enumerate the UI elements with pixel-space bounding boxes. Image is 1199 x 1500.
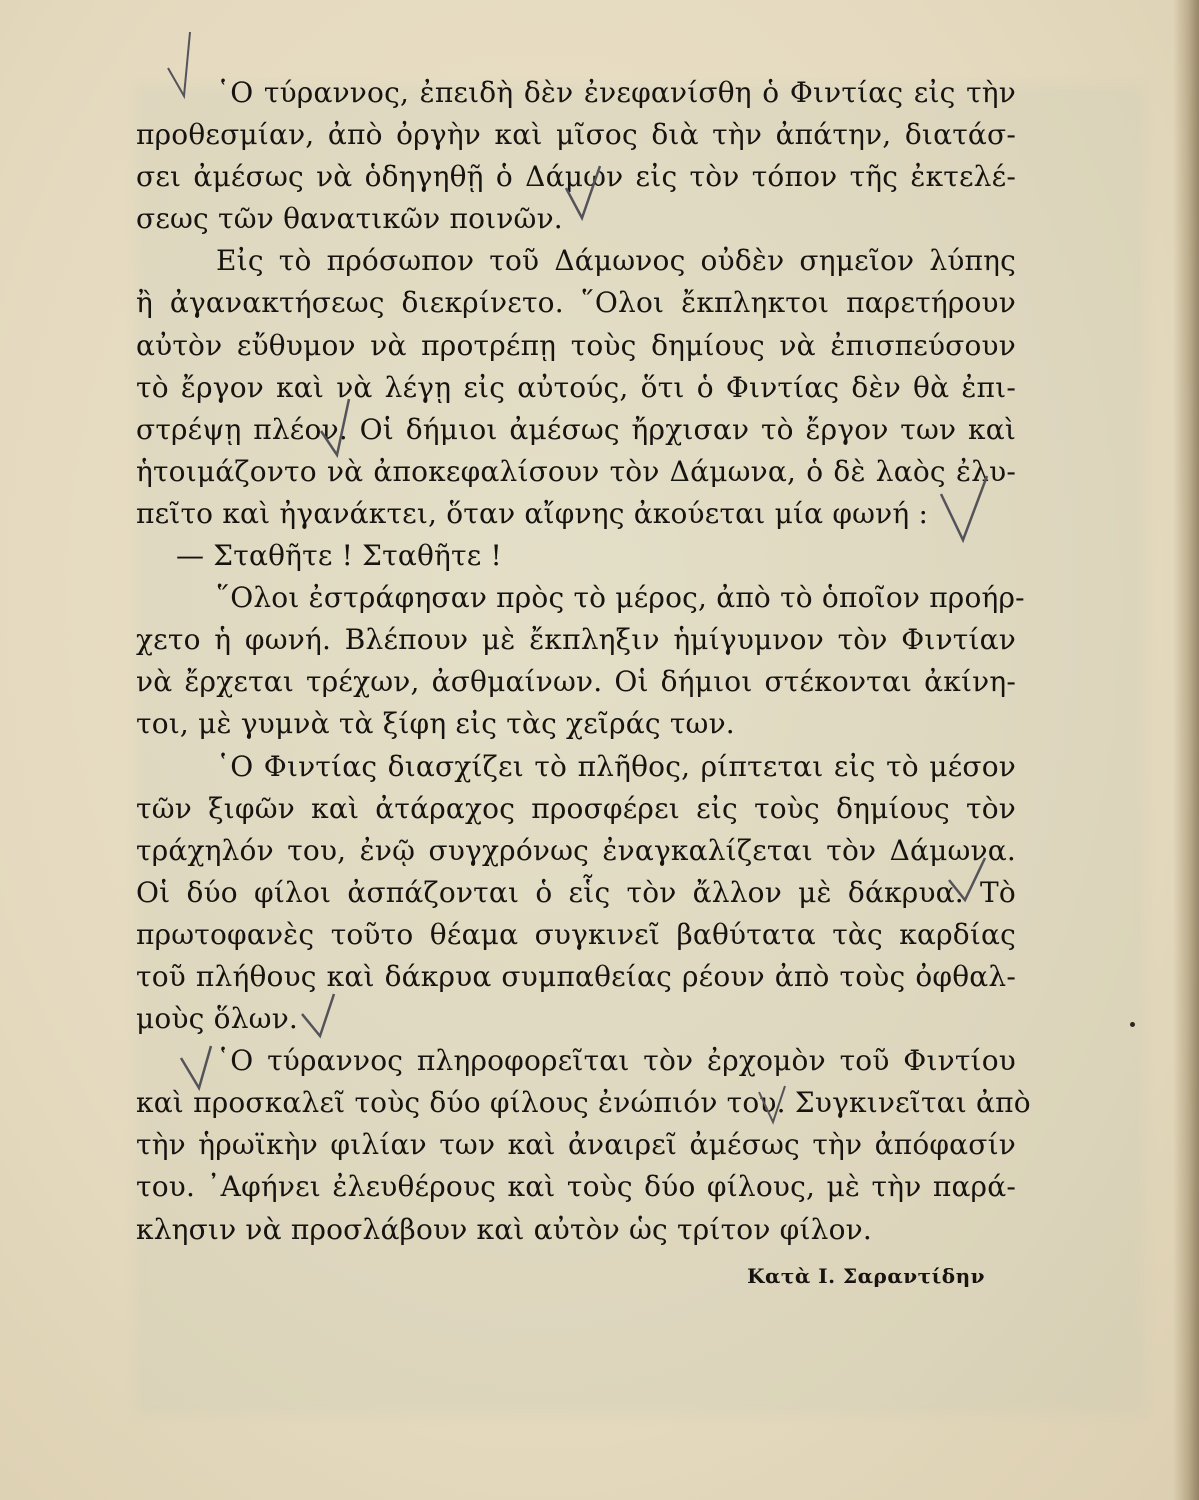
text-line: σεως τῶν θανατικῶν ποινῶν. <box>136 202 563 236</box>
text-line: πεῖτο καὶ ἠγανάκτει, ὅταν αἴφνης ἀκούεται μία φωνή : <box>136 496 929 530</box>
page-speck <box>1130 1022 1135 1027</box>
paragraph-4 <box>136 577 1025 745</box>
text-line: τὸ ἔργον καὶ νὰ λέγῃ εἰς αὐτούς, ὅτι ὁ Φιντίας δὲν θὰ ἐπι- <box>136 370 1016 404</box>
text-line: τὴν ἡρωϊκὴν φιλίαν των καὶ ἀναιρεῖ ἀμέσως τὴν ἀπόφασίν <box>136 1128 1016 1162</box>
text-line: τοι, μὲ γυμνὰ τὰ ξίφη εἰς τὰς χεῖράς των. <box>136 707 735 741</box>
text-line: τράχηλόν του, ἐνῷ συγχρόνως ἐναγκαλίζεται τὸν Δάμωνα. <box>136 833 1016 867</box>
text-line: τοῦ πλήθους καὶ δάκρυα συμπαθείας ρέουν ἀπὸ τοὺς ὀφθαλ- <box>136 959 1016 993</box>
text-line: σει ἀμέσως νὰ ὁδηγηθῇ ὁ Δάμων εἰς τὸν τόπον τῆς ἐκτελέ- <box>136 160 1016 194</box>
paragraph-6 <box>136 1040 1031 1250</box>
text-line: ῾Ο τύραννος πληροφορεῖται τὸν ἐρχομὸν τοῦ Φιντίου <box>216 1044 1016 1078</box>
text-line: χετο ἡ φωνή. Βλέπουν μὲ ἔκπληξιν ἡμίγυμνον τὸν Φιντίαν <box>136 623 1016 657</box>
text-line: στρέψῃ πλέον. Οἱ δήμιοι ἀμέσως ἤρχισαν τὸ ἔργον των καὶ <box>136 412 1016 446</box>
text-line: Οἱ δύο φίλοι ἀσπάζονται ὁ εἷς τὸν ἄλλον μὲ δάκρυα. Τὸ <box>136 875 1016 909</box>
text-line: Εἰς τὸ πρόσωπον τοῦ Δάμωνος οὐδὲν σημεῖον λύπης <box>216 244 1016 278</box>
text-line: πρωτοφανὲς τοῦτο θέαμα συγκινεῖ βαθύτατα τὰς καρδίας <box>136 917 1016 951</box>
text-line: τῶν ξιφῶν καὶ ἀτάραχος προσφέρει εἰς τοὺς δημίους τὸν <box>136 791 1016 825</box>
text-line: αὐτὸν εὔθυμον νὰ προτρέπῃ τοὺς δημίους νὰ ἐπισπεύσουν <box>136 328 1016 362</box>
text-line: μοὺς ὅλων. <box>136 1002 299 1036</box>
text-line: ῾Ο Φιντίας διασχίζει τὸ πλῆθος, ρίπτεται εἰς τὸ μέσον <box>216 749 1016 783</box>
paragraph-1 <box>136 72 1016 240</box>
text-line: προθεσμίαν, ἀπὸ ὀργὴν καὶ μῖσος διὰ τὴν ἀπάτην, διατάσ- <box>136 118 1016 152</box>
text-line: — Σταθῆτε ! Σταθῆτε ! <box>176 539 502 573</box>
page-edge-shadow <box>1173 0 1199 1500</box>
attribution: Κατὰ Ι. Σαραντίδην <box>747 1264 985 1288</box>
paragraph-3 <box>136 535 1016 577</box>
text-line: κλησιν νὰ προσλάβουν καὶ αὐτὸν ὡς τρίτον φίλον. <box>136 1212 872 1246</box>
text-line: καὶ προσκαλεῖ τοὺς δύο φίλους ἐνώπιόν του. Συγκινεῖται ἀπὸ <box>136 1086 1031 1120</box>
body-text <box>136 72 1031 1251</box>
text-line: νὰ ἔρχεται τρέχων, ἀσθμαίνων. Οἱ δήμιοι στέκονται ἀκίνη- <box>136 665 1016 699</box>
text-line: ῞Ολοι ἐστράφησαν πρὸς τὸ μέρος, ἀπὸ τὸ ὁποῖον προήρ- <box>216 581 1025 615</box>
paragraph-5 <box>136 746 1016 1041</box>
text-line: ἢ ἀγανακτήσεως διεκρίνετο. ῞Ολοι ἔκπληκτοι παρετήρουν <box>136 286 1016 320</box>
text-line: ῾Ο τύραννος, ἐπειδὴ δὲν ἐνεφανίσθη ὁ Φιντίας εἰς τὴν <box>216 76 1016 109</box>
paragraph-2 <box>136 240 1016 535</box>
text-line: του. ᾿Αφήνει ἐλευθέρους καὶ τοὺς δύο φίλους, μὲ τὴν παρά- <box>136 1170 1016 1204</box>
text-line: ἡτοιμάζοντο νὰ ἀποκεφαλίσουν τὸν Δάμωνα, ὁ δὲ λαὸς ἐλυ- <box>136 454 1016 488</box>
